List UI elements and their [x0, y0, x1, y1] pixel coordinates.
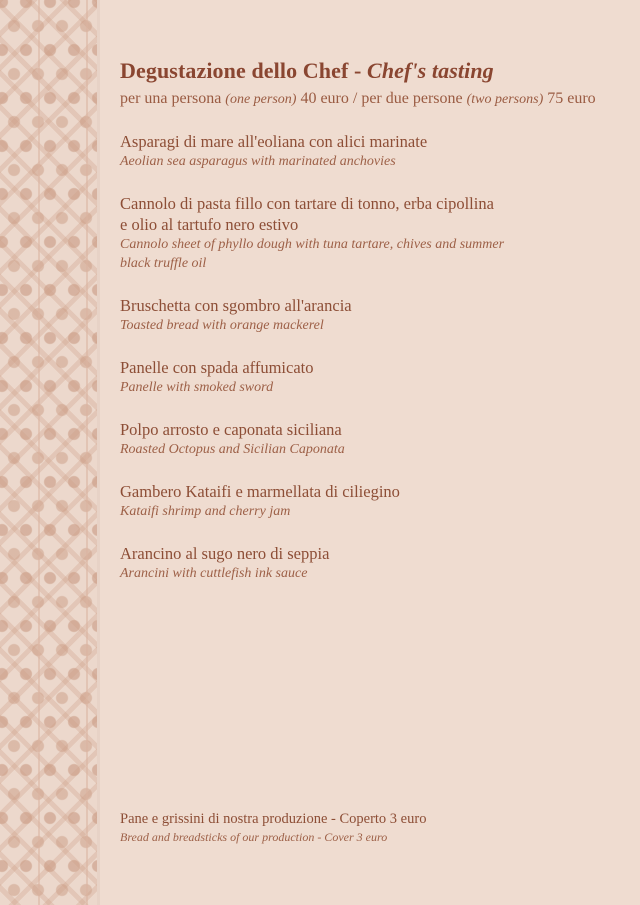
price-subtitle [120, 89, 620, 110]
subtitle-paren-one: (one person) [225, 92, 297, 107]
dish-name-italian: Gambero Kataifi e marmellata di ciliegino [120, 482, 400, 501]
dish-name-italian: Polpo arrosto e caponata siciliana [120, 420, 342, 439]
dish-name-english: Panelle with smoked sword [120, 380, 274, 395]
list-item [120, 131, 620, 171]
menu-footer [120, 810, 620, 845]
title-italian: Degustazione dello Chef [120, 58, 349, 83]
menu-header [120, 58, 620, 110]
dish-name-english: Toasted bread with orange mackerel [120, 318, 324, 333]
ornament-edge-divider [97, 0, 100, 905]
subtitle-part-two: 40 euro / per due persone [300, 90, 463, 107]
ornament-layer-stripes [0, 0, 97, 905]
decorative-border-pattern [0, 0, 97, 905]
list-item [120, 295, 620, 335]
dish-name-italian: Cannolo di pasta fillo con tartare di tonno, erba cipollina e olio al tartufo nero estivo [120, 194, 494, 234]
list-item [120, 481, 620, 521]
footer-note-english: Bread and breadsticks of our production - Cover 3 euro [120, 830, 388, 844]
title-separator: - [354, 58, 362, 83]
menu-content [120, 0, 620, 905]
page-title [120, 58, 620, 84]
subtitle-part-one: per una persona [120, 90, 222, 107]
dish-name-english: Arancini with cuttlefish ink sauce [120, 566, 308, 581]
list-item [120, 543, 620, 583]
dish-name-italian: Asparagi di mare all'eoliana con alici marinate [120, 132, 428, 151]
dish-name-italian: Panelle con spada affumicato [120, 358, 314, 377]
list-item [120, 193, 620, 273]
title-english: Chef's tasting [367, 58, 494, 83]
dish-list [120, 131, 620, 605]
footer-note-italian: Pane e grissini di nostra produzione - Coperto 3 euro [120, 811, 427, 827]
dish-name-english: Roasted Octopus and Sicilian Caponata [120, 442, 345, 457]
list-item [120, 357, 620, 397]
list-item [120, 419, 620, 459]
subtitle-paren-two: (two persons) [466, 92, 544, 107]
dish-name-english: Cannolo sheet of phyllo dough with tuna tartare, chives and summer black truffle oil [120, 237, 505, 271]
dish-name-italian: Bruschetta con sgombro all'arancia [120, 296, 352, 315]
dish-name-english: Aeolian sea asparagus with marinated anchovies [120, 154, 396, 169]
subtitle-part-three: 75 euro [547, 90, 596, 107]
dish-name-english: Kataifi shrimp and cherry jam [120, 504, 291, 519]
dish-name-italian: Arancino al sugo nero di seppia [120, 544, 330, 563]
